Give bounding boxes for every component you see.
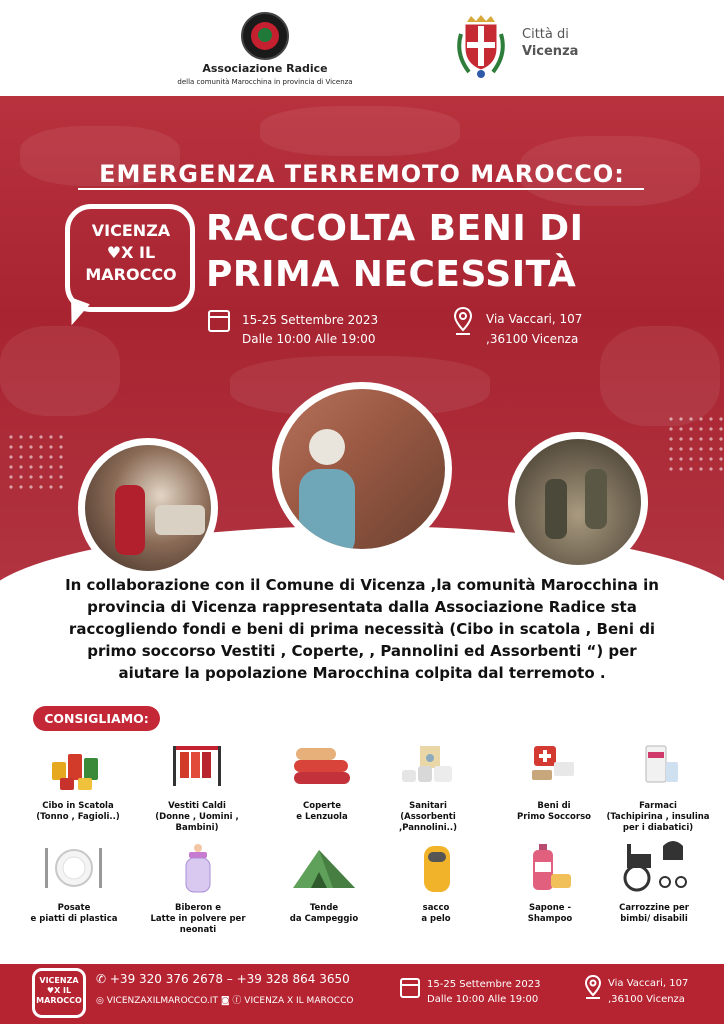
footer-logo-line: MAROCCO	[36, 996, 82, 1005]
association-name: Associazione Radice	[202, 62, 328, 75]
item-tents	[264, 844, 384, 925]
footer-logo-line: VICENZA	[39, 976, 79, 985]
logo-line: VICENZA	[91, 221, 171, 240]
consigliamo-badge: CONSIGLIAMO:	[33, 706, 160, 731]
calendar-icon	[208, 310, 230, 332]
item-label: Beni di Primo Soccorso	[517, 801, 591, 822]
item-cutlery	[14, 844, 134, 925]
medicine-icon	[628, 742, 688, 792]
logo-line: MAROCCO	[85, 265, 177, 284]
item-soap-shampoo	[490, 844, 610, 925]
address-line: ,36100 Vicenza	[486, 332, 579, 346]
footer-address-line: ,36100 Vicenza	[608, 994, 685, 1005]
item-label: Sanitari (Assorbenti ,Pannolini..)	[398, 801, 458, 833]
cutlery-icon	[39, 844, 109, 894]
decorative-dots	[666, 414, 724, 474]
title-underline	[78, 188, 644, 190]
item-sanitary	[368, 742, 488, 834]
emergency-title: EMERGENZA TERREMOTO MAROCCO:	[99, 160, 625, 188]
rescue-workers-photo	[78, 438, 218, 578]
first-aid-icon	[524, 742, 584, 792]
social-handle[interactable]: VICENZA X IL MAROCCO	[244, 996, 354, 1006]
item-label: Posate e piatti di plastica	[30, 903, 118, 924]
sanitary-icon	[396, 742, 460, 792]
logo-text	[70, 220, 192, 286]
calendar-icon	[400, 978, 420, 998]
sleeping-bag-icon	[416, 844, 456, 894]
item-baby-bottle	[138, 844, 258, 936]
headline-line: RACCOLTA BENI DI	[206, 208, 584, 249]
decorative-dots	[6, 432, 66, 492]
main-headline	[206, 206, 656, 298]
item-sleeping-bag	[376, 844, 496, 925]
footer-phones[interactable]	[96, 972, 350, 986]
city-name: Vicenza	[522, 44, 579, 59]
vicenza-crest-icon	[457, 14, 505, 80]
item-label: Coperte e Lenzuola	[296, 801, 348, 822]
item-label: Sapone - Shampoo	[527, 903, 573, 924]
headline-line: PRIMA NECESSITÀ	[206, 254, 577, 295]
item-first-aid	[494, 742, 614, 823]
item-canned-food	[18, 742, 138, 823]
footer-logo-line: ♥X IL	[46, 986, 72, 995]
phone-icon: ✆	[96, 972, 110, 986]
city-prefix: Città di	[522, 27, 569, 42]
event-dates	[242, 311, 378, 349]
blankets-icon	[290, 742, 354, 792]
description-paragraph: In collaborazione con il Comune di Vicenza ,la comunità Marocchina in provincia di Vicenza rappresentata dalla Associazione Radice sta raccogliendo fondi e beni di prima necessità (Cibo in scatola , Beni di primo soccorso Vestiti , Coperte, , Pannolini ed Assorbenti “) per aiutare la popolazione Marocchina colpita dal terremoto .	[65, 576, 659, 682]
elderly-woman-photo	[272, 382, 452, 556]
item-warm-clothes	[137, 742, 257, 834]
footer-hours: Dalle 10:00 Alle 19:00	[427, 994, 539, 1005]
item-blankets	[262, 742, 382, 823]
clothes-rack-icon	[167, 742, 227, 792]
item-label: Carrozzine per bimbi/ disabili	[619, 903, 689, 924]
globe-icon: ◎	[96, 996, 107, 1006]
opening-hours: Dalle 10:00 Alle 19:00	[242, 332, 376, 346]
item-label: Biberon e Latte in polvere per neonati	[150, 903, 246, 935]
footer-address	[608, 976, 688, 1008]
item-label: Tende da Campeggio	[289, 903, 359, 924]
footer-date-range: 15-25 Settembre 2023	[427, 979, 541, 990]
canned-food-icon	[48, 742, 108, 792]
location-pin-icon	[453, 306, 473, 336]
logo-line: ♥X IL	[106, 243, 156, 262]
date-range: 15-25 Settembre 2023	[242, 313, 379, 327]
association-subtitle: della comunità Marocchina in provincia di Vicenza	[177, 78, 353, 86]
instagram-icon[interactable]: ◙	[220, 996, 230, 1006]
item-label: Farmaci (Tachipirina , insulina per i diabatici)	[606, 801, 710, 833]
citta-di-vicenza	[522, 26, 578, 60]
item-label: sacco a pelo	[421, 903, 451, 924]
item-medicines	[598, 742, 718, 834]
location-pin-icon	[584, 974, 602, 1000]
soap-icon	[525, 844, 575, 894]
associazione-radice-logo	[241, 12, 289, 60]
event-address	[486, 309, 582, 349]
website-link[interactable]: VICENZAXILMAROCCO.IT	[106, 996, 218, 1006]
phone-numbers[interactable]: +39 320 376 2678 – +39 328 864 3650	[109, 972, 350, 986]
tent-icon	[289, 844, 359, 894]
soldiers-rubble-photo	[508, 432, 648, 572]
item-label: Vestiti Caldi (Donne , Uomini , Bambini)	[155, 801, 239, 833]
address-line: Via Vaccari, 107	[486, 312, 583, 326]
baby-bottle-icon	[178, 844, 218, 894]
footer-dates	[427, 977, 541, 1007]
footer-logo	[32, 968, 86, 1018]
footer-web	[96, 993, 353, 1006]
facebook-icon[interactable]: ⓕ	[229, 996, 245, 1006]
wheelchair-stroller-icon	[619, 832, 689, 894]
footer-address-line: Via Vaccari, 107	[608, 978, 689, 989]
item-label: Cibo in Scatola (Tonno , Fagioli..)	[36, 801, 120, 822]
item-wheelchairs-strollers	[594, 832, 714, 925]
